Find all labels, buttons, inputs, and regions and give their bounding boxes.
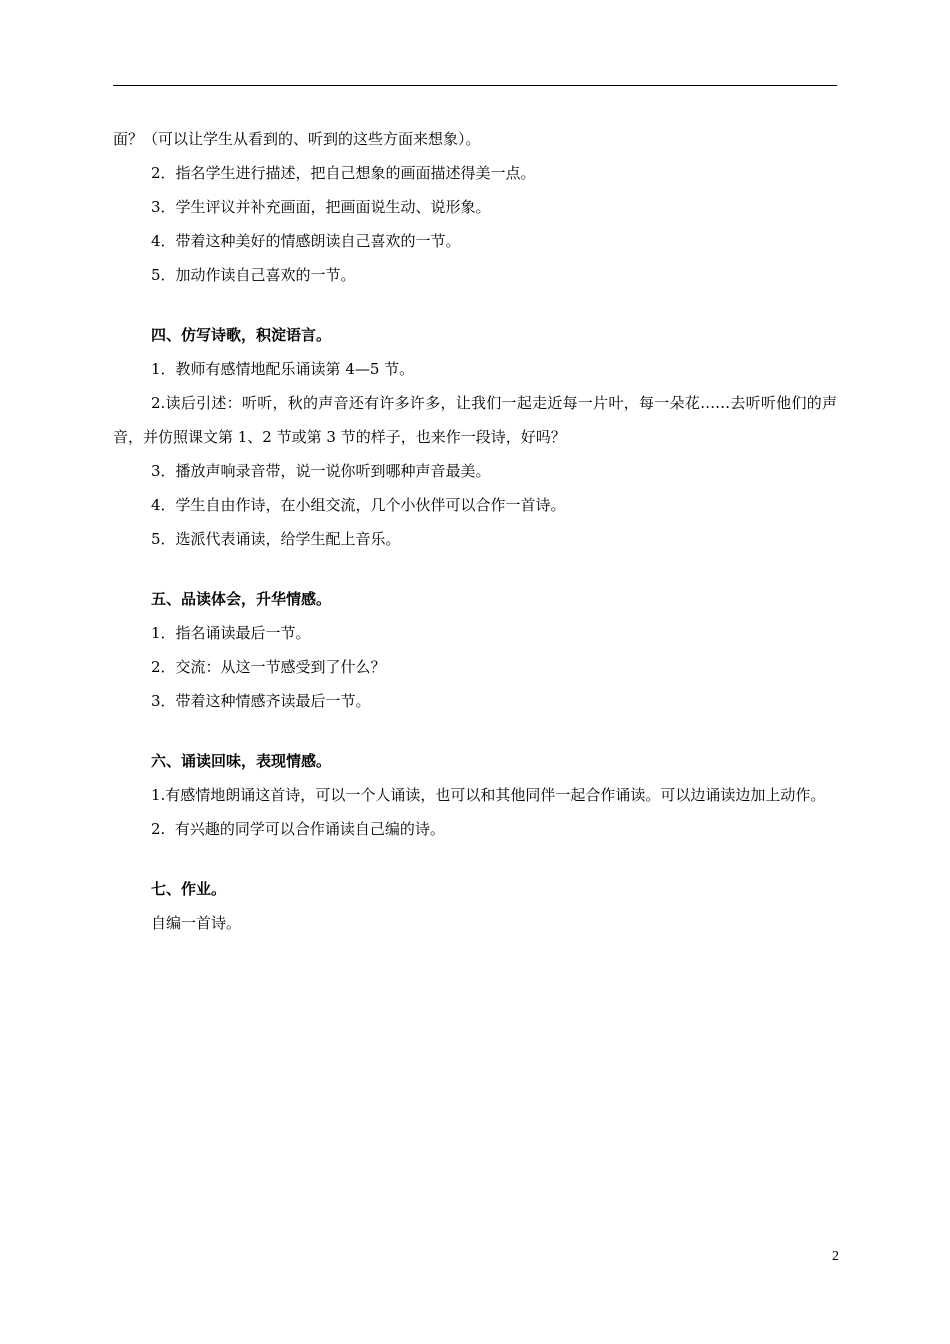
list-item: 2．交流：从这一节感受到了什么？	[151, 658, 386, 676]
list-item: 4．学生自由作诗，在小组交流，几个小伙伴可以合作一首诗。	[151, 496, 566, 514]
page-number: 2	[832, 1249, 839, 1264]
list-item: 3．带着这种情感齐读最后一节。	[151, 692, 371, 710]
section-heading: 七、作业。	[151, 880, 227, 898]
list-item: 2．指名学生进行描述，把自己想象的画面描述得美一点。	[151, 164, 536, 182]
section-heading: 五、品读体会，升华情感。	[151, 590, 332, 608]
section-heading: 六、诵读回味，表现情感。	[151, 752, 332, 770]
list-item: 5．加动作读自己喜欢的一节。	[151, 266, 356, 284]
list-item: 1．教师有感情地配乐诵读第 4—5 节。	[151, 360, 415, 378]
section-gap	[113, 846, 837, 872]
list-item: 1．指名诵读最后一节。	[151, 624, 311, 642]
list-item: 1.有感情地朗诵这首诗，可以一个人诵读，也可以和其他同伴一起合作诵读。可以边诵读边加上动作。	[151, 786, 826, 804]
section-gap	[113, 292, 837, 318]
header-rule	[113, 85, 837, 86]
list-item: 3．学生评议并补充画面，把画面说生动、说形象。	[151, 198, 491, 216]
continuation-line: 面？（可以让学生从看到的、听到的这些方面来想象）。	[113, 130, 481, 148]
list-item: 2.读后引述：听听，秋的声音还有许多许多，让我们一起走近每一片叶，每一朵花……去听听他们的声音，并仿照课文第 1、2 节或第 3 节的样子，也来作一段诗，好吗？	[113, 394, 837, 446]
list-item: 3．播放声响录音带，说一说你听到哪种声音最美。	[151, 462, 491, 480]
section-gap	[113, 718, 837, 744]
list-item: 4．带着这种美好的情感朗读自己喜欢的一节。	[151, 232, 461, 250]
document-body	[113, 122, 837, 940]
list-item: 2. 有兴趣的同学可以合作诵读自己编的诗。	[151, 820, 445, 838]
section-heading: 四、仿写诗歌，积淀语言。	[151, 326, 332, 344]
section-gap	[113, 556, 837, 582]
list-item: 自编一首诗。	[151, 914, 242, 932]
list-item: 5．选派代表诵读，给学生配上音乐。	[151, 530, 401, 548]
